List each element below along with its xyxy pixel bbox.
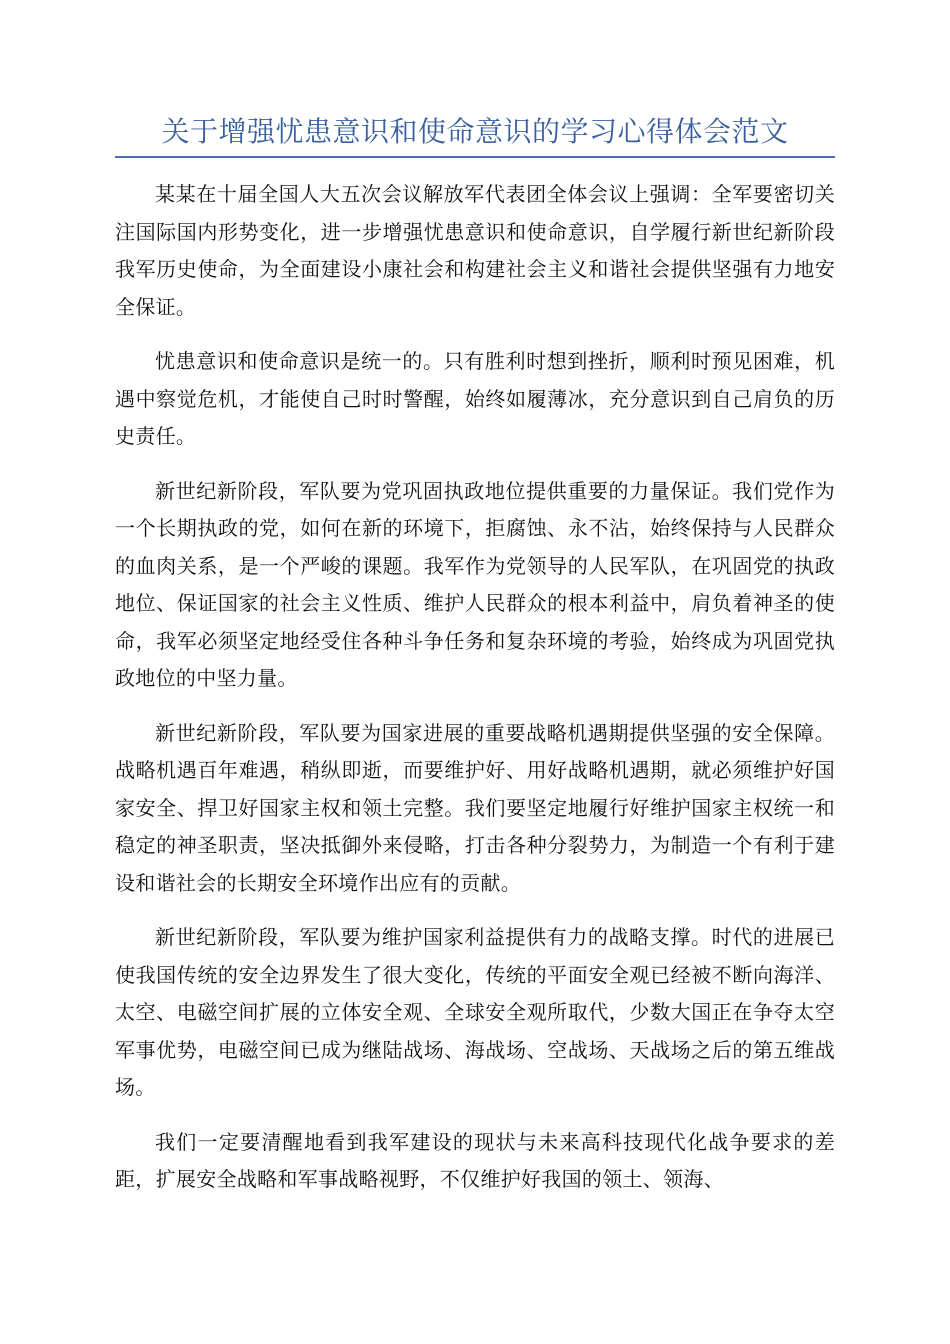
paragraph-3: 新世纪新阶段，军队要为党巩固执政地位提供重要的力量保证。我们党作为一个长期执政的党，如何在新的环境下，拒腐蚀、永不沾，始终保持与人民群众的血肉关系，是一个严峻的课题。我军作为党领导的人民军队，在巩固党的执政地位、保证国家的社会主义性质、维护人民群众的根本利益中，肩负着神圣的使命，我军必须坚定地经受住各种斗争任务和复杂环境的考验，始终成为巩固党执政地位的中坚力量。 xyxy=(115,478,835,690)
paragraph-6: 我们一定要清醒地看到我军建设的现状与未来高科技现代化战争要求的差距，扩展安全战略和军事战略视野，不仅维护好我国的领土、领海、 xyxy=(115,1129,835,1191)
paragraph-4: 新世纪新阶段，军队要为国家进展的重要战略机遇期提供坚强的安全保障。战略机遇百年难遇，稍纵即逝，而要维护好、用好战略机遇期，就必须维护好国家安全、捍卫好国家主权和领土完整。我们要坚定地履行好维护国家主权统一和稳定的神圣职责，坚决抵御外来侵略，打击各种分裂势力，为制造一个有利于建设和谐社会的长期安全环境作出应有的贡献。 xyxy=(115,720,835,895)
paragraph-1: 某某在十届全国人大五次会议解放军代表团全体会议上强调：全军要密切关注国际国内形势变化，进一步增强忧患意识和使命意识，自学履行新世纪新阶段我军历史使命，为全面建设小康社会和构建社会主义和谐社会提供坚强有力地安全保证。 xyxy=(115,182,835,319)
document-body xyxy=(115,176,835,1216)
paragraph-5: 新世纪新阶段，军队要为维护国家利益提供有力的战略支撑。时代的进展已使我国传统的安全边界发生了很大变化，传统的平面安全观已经被不断向海洋、太空、电磁空间扩展的立体安全观、全球安全观所取代，少数大国正在争夺太空军事优势，电磁空间已成为继陆战场、海战场、空战场、天战场之后的第五维战场。 xyxy=(115,925,835,1099)
paragraph-2: 忧患意识和使命意识是统一的。只有胜利时想到挫折，顺利时预见困难，机遇中察觉危机，才能使自己时时警醒，始终如履薄冰，充分意识到自己肩负的历史责任。 xyxy=(115,349,835,448)
title-block xyxy=(115,112,835,158)
document-title: 关于增强忧患意识和使命意识的学习心得体会范文 xyxy=(161,115,789,148)
